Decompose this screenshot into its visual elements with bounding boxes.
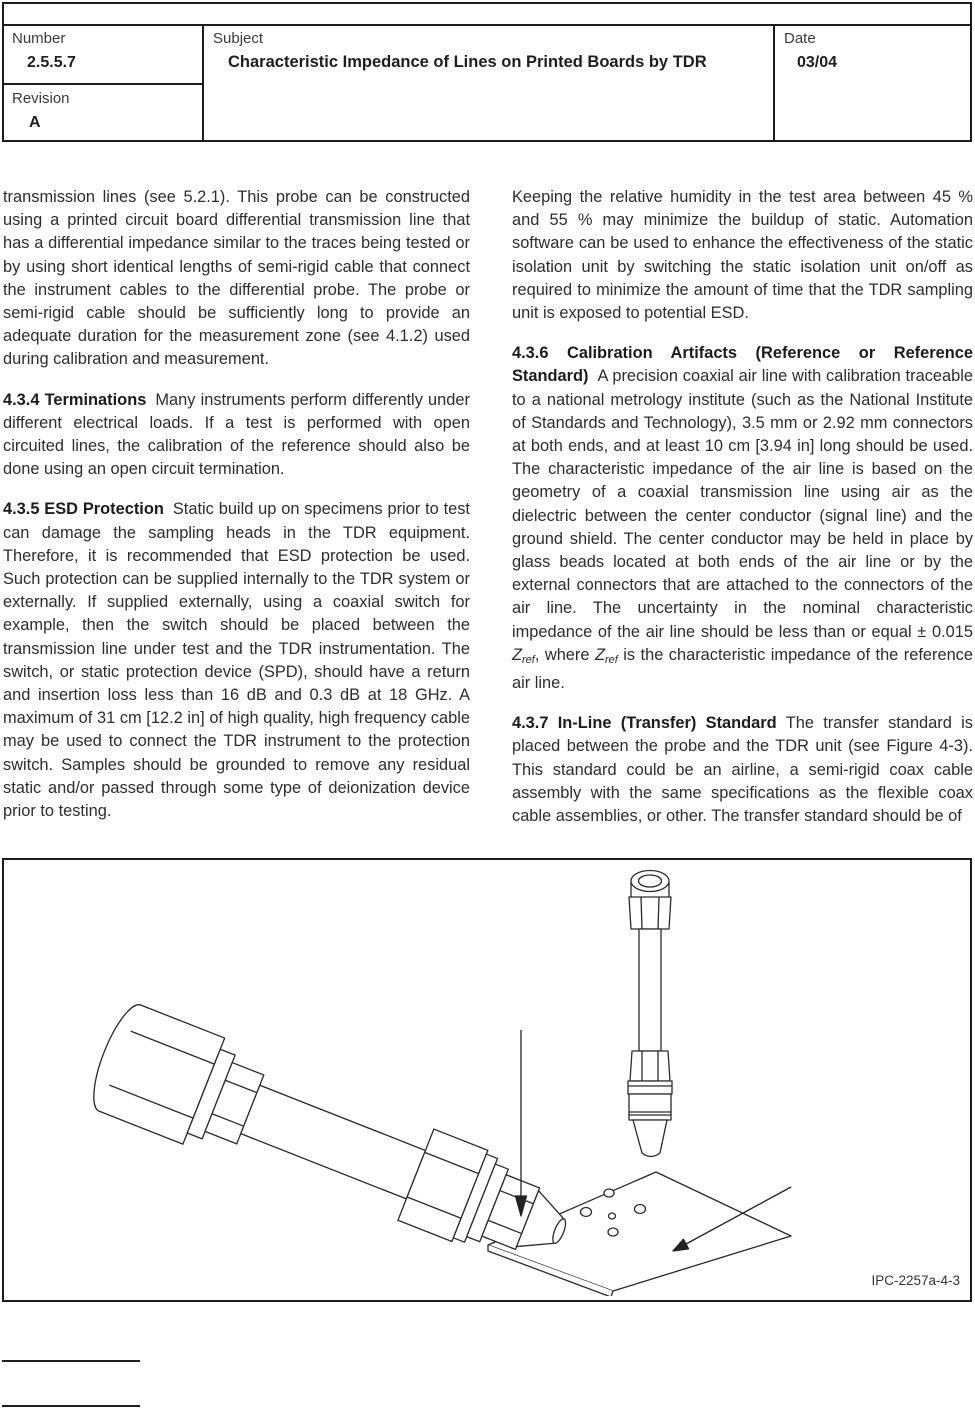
section-heading-4-3-5: 4.3.5 ESD Protection xyxy=(3,500,164,519)
section-body-4-3-7: The transfer standard is placed between the probe and the TDR unit (see Figure 4-3). This standard could be an airline, a semi-rigid coax cable assembly with the same specifications as the flexible coax cable assemblies, or other. The transfer standard should be of xyxy=(512,714,973,826)
vertical-probe xyxy=(628,871,672,1157)
figure-illustration xyxy=(4,860,966,1296)
section-body-4-3-4: Many instruments perform differently under different electrical loads. If a test is performed with open circuited lines, the calibration of the reference should also be done using an open circuit termination. xyxy=(3,390,470,479)
footnote-rule-2 xyxy=(2,1405,140,1407)
z-ref-subscript: ref xyxy=(522,653,535,666)
figure-box xyxy=(2,858,972,1302)
paragraph-continued: transmission lines (see 5.2.1). This probe can be constructed using a printed circuit board differential transmission line that has a differential impedance similar to the traces being tested or by using short identical lengths of semi-rigid cable that connect the instrument cables to the differential probe. The probe or semi-rigid cable should be sufficiently long to provide an adequate duration for the measurement zone (see 4.1.2) used during calibration and measurement. xyxy=(3,188,470,369)
date-label: Date xyxy=(784,30,816,47)
figure-label: IPC-2257a-4-3 xyxy=(871,1273,960,1288)
section-4-3-5 xyxy=(3,498,470,823)
section-body-4-3-6c: is the characteristic impedance of the reference air line. xyxy=(512,645,973,693)
right-column xyxy=(512,186,973,828)
revision-value: A xyxy=(29,114,41,131)
z-ref-symbol: Z xyxy=(512,645,523,664)
number-value: 2.5.5.7 xyxy=(27,54,76,71)
section-body-4-3-5: Static build up on specimens prior to test can damage the sampling heads in the TDR equipment. Therefore, it is recommended that ESD protection be used. Such protection can be supplied internally to the TDR system or externally. If supplied externally, using a coaxial switch for example, then the switch should be placed between the transmission line under test and the TDR instrumentation. The switch, or static protection device (SPD), should have a return and insertion loss less than 16 dB and 0.3 dB at 18 GHz. A maximum of 31 cm [12.2 in] of high quality, high frequency cable may be used to connect the TDR instrument to the protection switch. Samples should be grounded to remove any residual static and/or passed through some type of deionization device prior to testing. xyxy=(3,500,470,821)
footnote-rule-1 xyxy=(2,1360,140,1362)
section-body-4-3-6b: , where xyxy=(534,645,595,664)
paragraph-esd-humidity: Keeping the relative humidity in the test area between 45 % and 55 % may minimize the buildup of static. Automation software can be used to enhance the effectiveness of the static isolation unit by switching the static isolation unit on/off as required to minimize the amount of time that the TDR sampling unit is exposed to potential ESD. xyxy=(512,188,973,323)
coax-cable-assembly xyxy=(83,999,584,1286)
subject-label: Subject xyxy=(213,30,264,47)
section-heading-4-3-4: 4.3.4 Terminations xyxy=(3,390,147,409)
section-body-4-3-6a: A precision coaxial air line with calibration traceable to a national metrology institute (such as the National Institute of Standards and Technology), 3.5 mm or 2.92 mm connectors at both ends, and at least 10 cm [3.94 in] long should be used. The characteristic impedance of the air line is based on the geometry of a coaxial transmission line using air as the dielectric between the center conductor (signal line) and the ground shield. The center conductor may be held in place by glass beads located at both ends of the air line or by the external connectors that are attached to the connectors of the air line. The uncertainty in the nominal characteristic impedance of the air line should be less than or equal ± 0.015 xyxy=(512,367,973,641)
z-ref-symbol-2: Z xyxy=(594,645,605,664)
number-label: Number xyxy=(12,30,66,47)
date-value: 03/04 xyxy=(797,54,838,71)
revision-label: Revision xyxy=(12,90,70,107)
section-4-3-7 xyxy=(512,712,973,828)
z-ref-subscript-2: ref xyxy=(604,653,618,666)
section-heading-4-3-6: 4.3.6 Calibration Artifacts (Reference or Reference Standard) xyxy=(512,344,973,386)
left-column xyxy=(3,186,470,823)
section-4-3-4 xyxy=(3,389,470,482)
section-4-3-6 xyxy=(512,342,973,695)
section-heading-4-3-7: 4.3.7 In-Line (Transfer) Standard xyxy=(512,714,777,733)
subject-title: Characteristic Impedance of Lines on Printed Boards by TDR xyxy=(228,53,707,71)
